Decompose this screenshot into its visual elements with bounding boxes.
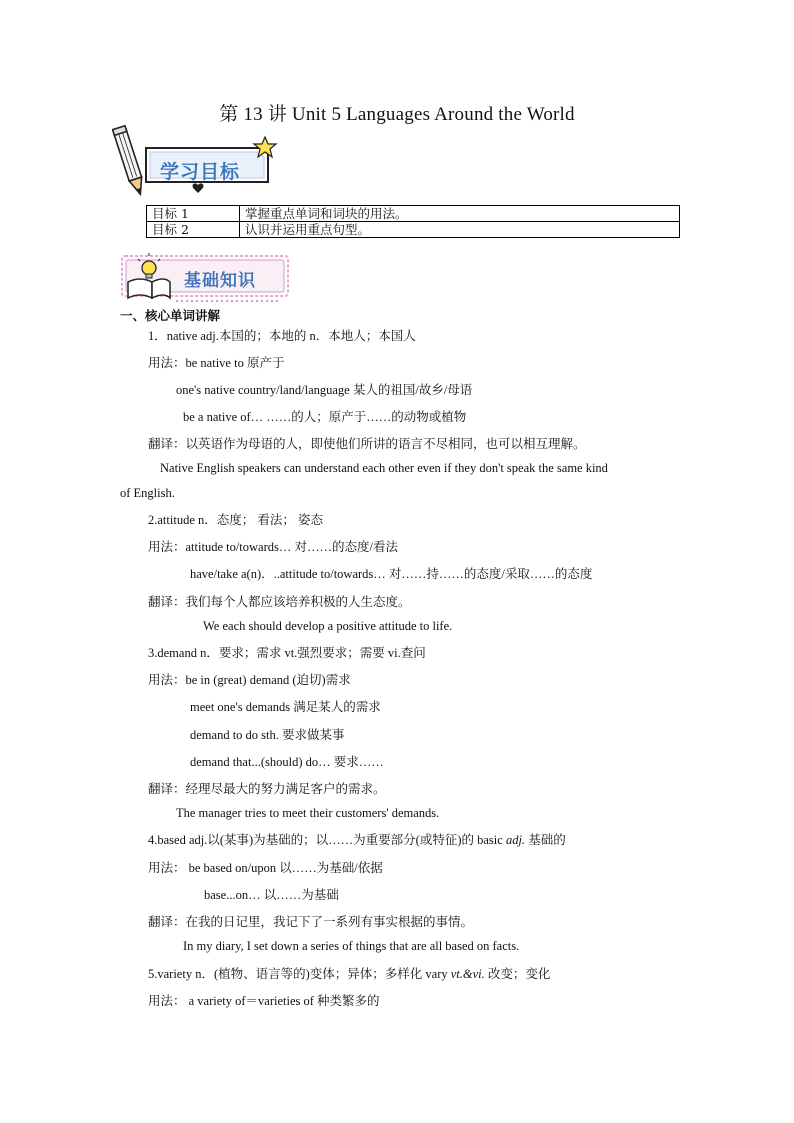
text-line: 用法：attitude to/towards… 对……的态度/看法 xyxy=(148,540,398,554)
text-line: of English. xyxy=(120,486,175,500)
page-title: 第 13 讲 Unit 5 Languages Around the World xyxy=(219,104,575,125)
text-fragment: adj. xyxy=(505,833,526,847)
text-line: be a native of… ……的人；原产于……的动物或植物 xyxy=(183,410,467,424)
goal-label: 目标 1 xyxy=(147,206,240,222)
text-fragment: 5.variety n．(植物、语言等的)变体；异体；多样化 vary xyxy=(148,967,451,981)
learning-goals-heading: 学习目标 xyxy=(160,161,241,183)
text-line: 用法：be native to 原产于 xyxy=(148,356,285,370)
text-line: 翻译：在我的日记里，我记下了一系列有事实根据的事情。 xyxy=(148,915,474,929)
text-line: The manager tries to meet their customers' demands. xyxy=(176,806,440,820)
text-line: In my diary, I set down a series of things that are all based on facts. xyxy=(183,939,520,953)
text-line: meet one's demands 满足某人的需求 xyxy=(190,700,381,714)
section-heading: 一、核心单词讲解 xyxy=(120,309,221,323)
goal-label: 目标 2 xyxy=(147,222,240,238)
text-fragment: 基础的 xyxy=(525,833,566,847)
learning-goals-banner xyxy=(112,124,282,204)
text-fragment: 改变；变化 xyxy=(484,967,551,981)
text-line: 用法： be based on/upon 以……为基础/依据 xyxy=(148,861,383,875)
text-line: 翻译：经理尽最大的努力满足客户的需求。 xyxy=(148,782,386,796)
text-line: 3.demand n．要求；需求 vt.强烈要求；需要 vi.查问 xyxy=(148,646,426,660)
text-line: 翻译：我们每个人都应该培养积极的人生态度。 xyxy=(148,595,411,609)
text-fragment: 4.based adj.以(某事)为基础的；以……为重要部分(或特征)的 basic xyxy=(148,833,506,847)
text-line: have/take a(n)．..attitude to/towards… 对……持……的态度/采取……的态度 xyxy=(190,567,593,581)
text-line: 1．native adj.本国的；本地的 n．本地人；本国人 xyxy=(148,329,416,343)
text-line: 用法：be in (great) demand (迫切)需求 xyxy=(148,673,351,687)
text-line: demand that...(should) do… 要求…… xyxy=(190,755,384,769)
text-line: base...on… 以……为基础 xyxy=(204,888,339,902)
basic-knowledge-banner xyxy=(118,252,294,306)
table-row xyxy=(147,222,680,238)
goal-text: 认识并运用重点句型。 xyxy=(240,222,680,238)
text-line: We each should develop a positive attitude to life. xyxy=(203,619,453,633)
text-line: Native English speakers can understand each other even if they don't speak the same kind xyxy=(160,461,608,475)
text-line: one's native country/land/language 某人的祖国/故乡/母语 xyxy=(176,383,473,397)
text-line xyxy=(148,964,550,982)
text-line: 翻译：以英语作为母语的人，即使他们所讲的语言不尽相同，也可以相互理解。 xyxy=(148,437,586,451)
table-row xyxy=(147,206,680,222)
basic-knowledge-heading: 基础知识 xyxy=(184,271,256,291)
text-line: 用法： a variety of＝varieties of 种类繁多的 xyxy=(148,994,380,1008)
text-line: demand to do sth. 要求做某事 xyxy=(190,728,345,742)
text-fragment: vt.&vi. xyxy=(450,967,485,981)
text-line: 2.attitude n．态度； 看法； 姿态 xyxy=(148,513,323,527)
text-line xyxy=(148,830,566,848)
goals-table xyxy=(146,205,680,238)
goal-text: 掌握重点单词和词块的用法。 xyxy=(240,206,680,222)
